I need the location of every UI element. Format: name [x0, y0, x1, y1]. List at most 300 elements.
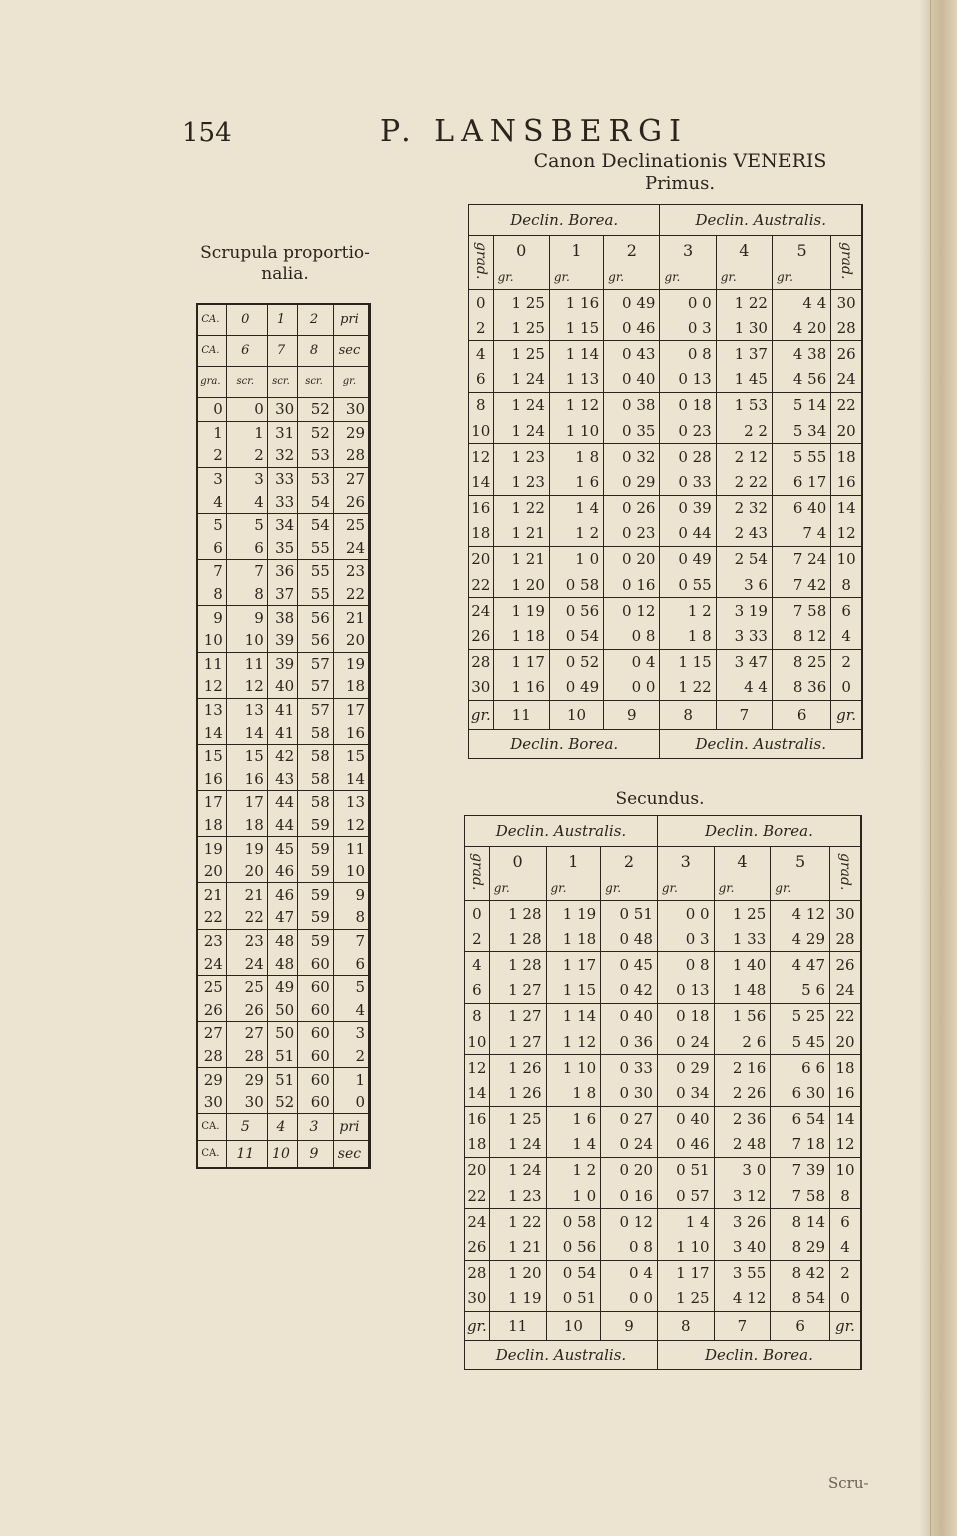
scrupula-cell: 44: [267, 791, 297, 814]
canon-row: [469, 418, 861, 444]
canon-cell: 18: [465, 1132, 489, 1158]
running-head: P. LANSBERGI: [380, 114, 688, 149]
scrupula-cell: 37: [267, 583, 297, 606]
canon-cell: 4 4: [716, 675, 772, 701]
canon-cell: 0 30: [601, 1080, 658, 1106]
scrupula-header-cell: gra.: [198, 367, 226, 398]
canon-cell: 0 57: [657, 1183, 714, 1209]
canon-cell: 0 18: [660, 392, 716, 418]
canon-row: [469, 469, 861, 495]
canon-cell: 1 27: [489, 1029, 546, 1055]
scrupula-cell: 26: [333, 490, 368, 513]
scrupula-cell: 20: [226, 860, 267, 883]
scrupula-cell: 11: [333, 837, 368, 860]
canon-cell: 0 49: [660, 546, 716, 572]
scrupula-cell: 40: [267, 675, 297, 698]
canon-cell: 28: [467, 1264, 487, 1283]
canon-cell: 1 24: [493, 392, 549, 418]
canon-cell: 2 12: [716, 444, 772, 470]
canon-row: [465, 926, 860, 952]
canon-row: [469, 290, 861, 316]
canon-foot-number: 11: [489, 1312, 546, 1341]
scrupula-cell: 49: [267, 975, 297, 998]
scrupula-header-cell: CA.: [198, 336, 226, 367]
canon-cell: 4 12: [714, 1286, 771, 1312]
canon-cell: 0: [476, 293, 486, 312]
canon-cell: 1 27: [489, 978, 546, 1004]
scrupula-cell: 28: [226, 1045, 267, 1068]
canon-cell: 3 6: [716, 572, 772, 598]
canon-cell: 30: [471, 678, 491, 697]
canon-cell: 1 14: [549, 341, 603, 367]
canon-row: [465, 1029, 860, 1055]
canon-head-right: Declin. Australis.: [660, 205, 861, 236]
canon-row: [465, 1183, 860, 1209]
canon-cell: 1 21: [493, 546, 549, 572]
grad-label: grad.: [472, 241, 489, 280]
scrupula-cell: 4: [226, 490, 267, 513]
canon-cell: 1 28: [489, 926, 546, 952]
canon-foot-number: 9: [601, 1312, 658, 1341]
canon-cell: 0 49: [549, 675, 603, 701]
canon-row: [469, 675, 861, 701]
scrupula-cell: 2: [226, 444, 267, 467]
scrupula-footer-cell: 3: [298, 1114, 334, 1141]
canon-foot-number: gr.: [469, 701, 493, 730]
canon-cell: 1 0: [549, 546, 603, 572]
canon-cell: 24: [467, 1212, 487, 1231]
scrupula-cell: 42: [267, 744, 297, 767]
canon-cell: 1 22: [716, 290, 772, 316]
scrupula-cell: 14: [226, 721, 267, 744]
scrupula-cell: 10: [226, 629, 267, 652]
canon-cell: 1 4: [657, 1209, 714, 1235]
scrupula-cell: 28: [333, 444, 368, 467]
canon-cell: 10: [831, 546, 861, 572]
scrupula-cell: 7: [213, 562, 223, 581]
scrupula-cell: 3: [213, 470, 223, 489]
canon-cell: 0 8: [657, 952, 714, 978]
canon-foot-number: 10: [546, 1312, 601, 1341]
scrupula-cell: 29: [226, 1068, 267, 1091]
scrupula-cell: 26: [226, 998, 267, 1021]
canon-cell: 5 45: [771, 1029, 830, 1055]
canon-cell: 0 38: [604, 392, 660, 418]
canon-cell: 1 21: [493, 521, 549, 547]
canon-col-number: 4: [714, 847, 771, 876]
canon-cell: 0 54: [546, 1260, 601, 1286]
canon-cell: 4: [831, 623, 861, 649]
canon-cell: 1 17: [546, 952, 601, 978]
canon-cell: 1 22: [660, 675, 716, 701]
scrupula-cell: 15: [333, 744, 368, 767]
scrupula-cell: 45: [267, 837, 297, 860]
scrupula-header-row: [198, 336, 368, 367]
canon-cell: 3 40: [714, 1234, 771, 1260]
canon-cell: 26: [465, 1234, 489, 1260]
scrupula-cell: 3: [333, 1022, 368, 1045]
scrupula-cell: 24: [198, 952, 226, 975]
scrupula-cell: 14: [198, 721, 226, 744]
scrupula-cell: 27: [226, 1022, 267, 1045]
canon-cell: 0: [831, 675, 861, 701]
canon-cell: 0 45: [601, 952, 658, 978]
canon-cell: 14: [830, 1106, 860, 1132]
canon-cell: 3 55: [714, 1260, 771, 1286]
canon-cell: 1 13: [549, 367, 603, 393]
scrupula-cell: 27: [333, 467, 368, 490]
scrupula-header-row: [198, 367, 368, 398]
scrupula-cell: 50: [267, 998, 297, 1021]
scrupula-cell: 59: [298, 860, 334, 883]
canon-grad-label-left: [465, 847, 489, 901]
canon-row: [469, 623, 861, 649]
scrupula-cell: 38: [267, 606, 297, 629]
scrupula-cell: 4: [198, 490, 226, 513]
scrupula-cell: 57: [298, 675, 334, 698]
canon-cell: 0 3: [660, 315, 716, 341]
scrupula-header-cell: CA.: [198, 305, 226, 336]
canon-cell: 0 23: [604, 521, 660, 547]
canon-cell: 0 39: [660, 495, 716, 521]
canon-cell: 0 8: [604, 623, 660, 649]
canon-cell: 1 19: [493, 598, 549, 624]
canon-cell: 0 24: [601, 1132, 658, 1158]
canon-cell: 3 12: [714, 1183, 771, 1209]
canon-cell: 1 17: [493, 649, 549, 675]
canon-head-left: Declin. Australis.: [465, 816, 657, 847]
canon-foot-label-row: [465, 1341, 860, 1370]
canon-cell: 8 14: [771, 1209, 830, 1235]
canon-cell: 28: [471, 653, 491, 672]
scrupula-cell: 13: [226, 698, 267, 721]
canon-cell: 4: [472, 955, 482, 974]
scrupula-cell: 8: [198, 583, 226, 606]
canon-cell: 3 0: [714, 1157, 771, 1183]
scrupula-cell: 54: [298, 490, 334, 513]
scrupula-cell: 11: [226, 652, 267, 675]
canon-grad-label-left: [469, 236, 493, 290]
scrupula-cell: 12: [333, 814, 368, 837]
canon-cell: 8: [472, 1007, 482, 1026]
scrupula-cell: 6: [198, 537, 226, 560]
canon-foot-number: 8: [657, 1312, 714, 1341]
canon-cell: 0 46: [604, 315, 660, 341]
scrupula-cell: 30: [267, 398, 297, 422]
scrupula-footer-row: [198, 1141, 368, 1168]
canon-col-number: 0: [489, 847, 546, 876]
canon-cell: 6: [469, 367, 493, 393]
canon-cell: 0 40: [601, 1003, 658, 1029]
scrupula-cell: 30: [226, 1091, 267, 1114]
canon-cell: 0 26: [604, 495, 660, 521]
canon-cell: 0 12: [604, 598, 660, 624]
scrupula-row: [198, 513, 368, 536]
canon-cell: 0 28: [660, 444, 716, 470]
canon-cell: 0 32: [604, 444, 660, 470]
canon-cell: 24: [831, 367, 861, 393]
scrupula-cell: 1: [226, 421, 267, 444]
scrupula-cell: 16: [226, 768, 267, 791]
canon-row: [469, 315, 861, 341]
canon-cell: 7 4: [772, 521, 830, 547]
canon-cell: 30: [467, 1289, 487, 1308]
canon-cell: 4 47: [771, 952, 830, 978]
canon-cell: 2 16: [714, 1055, 771, 1081]
grad-label: grad.: [837, 852, 853, 891]
scrupula-header-cell: sec: [333, 336, 368, 367]
canon-cell: 8 54: [771, 1286, 830, 1312]
canon-row: [469, 367, 861, 393]
canon-cell: 1 28: [489, 952, 546, 978]
canon-cell: 1 17: [657, 1260, 714, 1286]
canon-col-number: 1: [546, 847, 601, 876]
canon-cell: 0 34: [657, 1080, 714, 1106]
scrupula-cell: 33: [267, 490, 297, 513]
scrupula-row: [198, 814, 368, 837]
scrupula-cell: 57: [298, 652, 334, 675]
scrupula-cell: 29: [333, 421, 368, 444]
scrupula-table: [196, 303, 371, 1169]
scrupula-cell: 58: [298, 721, 334, 744]
canon-cell: 0 46: [657, 1132, 714, 1158]
canon-cell: 16: [831, 469, 861, 495]
canon-cell: 18: [831, 444, 861, 470]
canon-cell: 1 23: [489, 1183, 546, 1209]
canon-cell: 1 18: [546, 926, 601, 952]
scrupula-cell: 55: [298, 583, 334, 606]
scrupula-cell: 59: [298, 906, 334, 929]
canon-cell: 1 8: [660, 623, 716, 649]
canon-cell: 1 20: [493, 572, 549, 598]
canon-row: [465, 1286, 860, 1312]
scrupula-footer-cell: 11: [226, 1141, 267, 1168]
canon-cell: 0 16: [604, 572, 660, 598]
canon-cell: 0 54: [549, 623, 603, 649]
canon-cell: 2 54: [716, 546, 772, 572]
scrupula-cell: 55: [298, 537, 334, 560]
canon-cell: 1 33: [714, 926, 771, 952]
canon-cell: 5 55: [772, 444, 830, 470]
canon-cell: 1 12: [549, 392, 603, 418]
canon-cell: 0 48: [601, 926, 658, 952]
canon-cell: 7 18: [771, 1132, 830, 1158]
scrupula-cell: 14: [333, 768, 368, 791]
grad-label: grad.: [468, 852, 485, 891]
canon-cell: 0 44: [660, 521, 716, 547]
scrupula-cell: 56: [298, 606, 334, 629]
scrupula-cell: 12: [226, 675, 267, 698]
canon-row: [469, 444, 861, 470]
scrupula-cell: 18: [226, 814, 267, 837]
scrupula-row: [198, 1022, 368, 1045]
canon-cell: 14: [469, 469, 493, 495]
canon-cell: 2: [465, 926, 489, 952]
scrupula-cell: 20: [333, 629, 368, 652]
scrupula-cell: 30: [333, 398, 368, 422]
scrupula-cell: 55: [298, 560, 334, 583]
canon-cell: 12: [830, 1132, 860, 1158]
scrupula-cell: 1: [333, 1068, 368, 1091]
canon-cell: 0 51: [601, 901, 658, 927]
canon-cell: 1 10: [657, 1234, 714, 1260]
scrupula-title-line2: nalia.: [261, 264, 309, 284]
canon-foot-label-row: [469, 730, 861, 759]
scrupula-cell: 16: [333, 721, 368, 744]
canon-cell: 1 22: [489, 1209, 546, 1235]
canon-col-number: 4: [716, 236, 772, 265]
scrupula-cell: 36: [267, 560, 297, 583]
canon-cell: 0 23: [660, 418, 716, 444]
scrupula-cell: 22: [198, 906, 226, 929]
canon-cell: 30: [831, 290, 861, 316]
scrupula-footer-row: [198, 1114, 368, 1141]
scrupula-header-cell: scr.: [298, 367, 334, 398]
scrupula-cell: 19: [203, 839, 223, 858]
scrupula-cell: 52: [298, 398, 334, 422]
canon-row: [465, 1003, 860, 1029]
canon-cell: 1 25: [489, 1106, 546, 1132]
canon-cell: 1 16: [493, 675, 549, 701]
scrupula-cell: 10: [198, 629, 226, 652]
canon-cell: 1 25: [493, 315, 549, 341]
canon-cell: 1 27: [489, 1003, 546, 1029]
scrupula-row: [198, 398, 368, 422]
scrupula-cell: 58: [298, 744, 334, 767]
canon-cell: 0 55: [660, 572, 716, 598]
canon-cell: 1 2: [549, 521, 603, 547]
scrupula-header-cell: scr.: [226, 367, 267, 398]
scrupula-cell: 30: [203, 1093, 223, 1112]
canon-row: [469, 392, 861, 418]
scrupula-cell: 22: [226, 906, 267, 929]
canon-cell: 1 25: [657, 1286, 714, 1312]
canon-cell: 1 4: [546, 1132, 601, 1158]
canon-cell: 18: [830, 1055, 860, 1081]
canon-colnum-row: [469, 236, 861, 265]
scrupula-row: [198, 421, 368, 444]
canon-cell: 28: [831, 315, 861, 341]
canon-cell: 1 48: [714, 978, 771, 1004]
canon-cell: 12: [467, 1058, 487, 1077]
scrupula-cell: 23: [203, 931, 223, 950]
canon-cell: 22: [831, 392, 861, 418]
canon-cell: 2 2: [716, 418, 772, 444]
canon-row: [465, 901, 860, 927]
scrupula-cell: 19: [226, 837, 267, 860]
canon-cell: 1 56: [714, 1003, 771, 1029]
scrupula-cell: 9: [213, 608, 223, 627]
canon-cell: 0 36: [601, 1029, 658, 1055]
scrupula-cell: 53: [298, 467, 334, 490]
canon-cell: 1 24: [489, 1157, 546, 1183]
canon-cell: 1 12: [546, 1029, 601, 1055]
canon-cell: 1 6: [549, 469, 603, 495]
scrupula-header-cell: 7: [267, 336, 297, 367]
canon-foot-right: Declin. Borea.: [657, 1341, 860, 1370]
scrupula-header-cell: 6: [226, 336, 267, 367]
scrupula-cell: 9: [226, 606, 267, 629]
scrupula-cell: 26: [198, 998, 226, 1021]
scrupula-cell: 9: [333, 883, 368, 906]
canon-cell: 0 0: [604, 675, 660, 701]
scrupula-title-line1: Scrupula proportio-: [200, 243, 370, 263]
scrupula-row: [198, 952, 368, 975]
canon-unit-row: [469, 264, 861, 290]
canon-cell: 10: [465, 1029, 489, 1055]
canon-unit-cell: gr.: [604, 264, 660, 290]
canon-unit-cell: gr.: [549, 264, 603, 290]
canon-unit-cell: gr.: [714, 875, 771, 901]
scrupula-footer-cell: 9: [298, 1141, 334, 1168]
scrupula-cell: 51: [267, 1045, 297, 1068]
canon-col-number: 5: [771, 847, 830, 876]
scrupula-header-cell: 8: [298, 336, 334, 367]
canon-foot-number: 6: [772, 701, 830, 730]
canon-cell: 0 29: [657, 1055, 714, 1081]
canon-foot-number: 10: [549, 701, 603, 730]
scrupula-cell: 32: [267, 444, 297, 467]
canon-cell: 0 3: [657, 926, 714, 952]
canon-cell: 0: [472, 904, 482, 923]
canon-cell: 24: [830, 978, 860, 1004]
canon-foot-left: Declin. Australis.: [465, 1341, 657, 1370]
canon-unit-cell: gr.: [489, 875, 546, 901]
scrupula-cell: 0: [333, 1091, 368, 1114]
canon-cell: 7 58: [772, 598, 830, 624]
canon-cell: 0 51: [546, 1286, 601, 1312]
canon-unit-cell: gr.: [493, 264, 549, 290]
scrupula-footer-cell: CA.: [198, 1141, 226, 1168]
canon-cell: 0 40: [657, 1106, 714, 1132]
scrupula-cell: 41: [267, 698, 297, 721]
canon-cell: 1 19: [489, 1286, 546, 1312]
canon-cell: 1 23: [493, 469, 549, 495]
scrupula-row: [198, 1091, 368, 1114]
canon-cell: 0 29: [604, 469, 660, 495]
canon-grad-label-right: [830, 847, 860, 901]
canon-cell: 7 58: [771, 1183, 830, 1209]
canon-cell: 7 39: [771, 1157, 830, 1183]
canon-cell: 8 12: [772, 623, 830, 649]
canon-cell: 4 56: [772, 367, 830, 393]
scrupula-row: [198, 444, 368, 467]
canon-cell: 2 26: [714, 1080, 771, 1106]
scrupula-row: [198, 791, 368, 814]
scrupula-row: [198, 929, 368, 952]
canon-cell: 0 58: [546, 1209, 601, 1235]
scrupula-cell: 59: [298, 837, 334, 860]
canon-foot-number: gr.: [465, 1312, 489, 1341]
scrupula-cell: 4: [333, 998, 368, 1021]
canon-cell: 0 12: [601, 1209, 658, 1235]
canon-row: [469, 598, 861, 624]
scrupula-cell: 3: [226, 467, 267, 490]
canon-cell: 1 26: [489, 1055, 546, 1081]
scrupula-footer-cell: 5: [226, 1114, 267, 1141]
canon-cell: 2: [469, 315, 493, 341]
canon-cell: 0 35: [604, 418, 660, 444]
canon-foot-number: 11: [493, 701, 549, 730]
canon-cell: 22: [830, 1003, 860, 1029]
canon-row: [469, 546, 861, 572]
canon-cell: 2 6: [714, 1029, 771, 1055]
canon-primus-label: Primus.: [644, 173, 716, 194]
canon-cell: 8: [476, 396, 486, 415]
scrupula-cell: 23: [333, 560, 368, 583]
scrupula-header-cell: pri: [333, 305, 368, 336]
scrupula-cell: 59: [298, 883, 334, 906]
